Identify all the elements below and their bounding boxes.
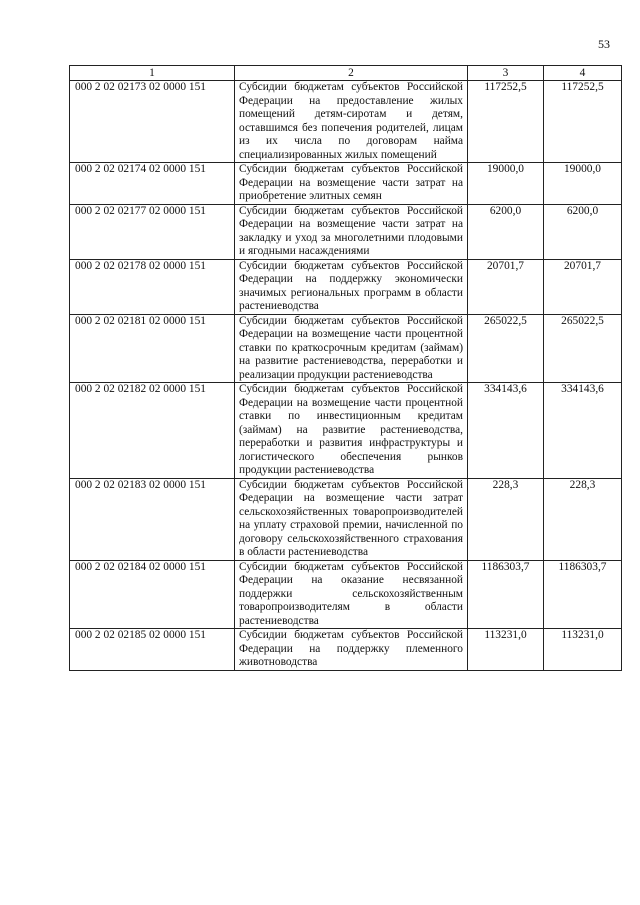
table-row [70, 81, 622, 163]
budget-table [69, 65, 622, 671]
row-value-3: 334143,6 [468, 383, 544, 479]
table-row [70, 560, 622, 629]
row-value-4: 19000,0 [544, 163, 622, 205]
table-row [70, 383, 622, 479]
row-description: Субсидии бюджетам субъектов Российской Федерации на возмещение части процентной ставки по инвестиционным кредитам (займам) на развитие растениеводства, переработки и развития инфраструктуры и логистического обеспечения рынков продукции растениеводства [235, 383, 468, 479]
row-description: Субсидии бюджетам субъектов Российской Федерации на возмещение части затрат на приобретение элитных семян [235, 163, 468, 205]
table-row [70, 204, 622, 259]
row-value-3: 6200,0 [468, 204, 544, 259]
row-value-3: 117252,5 [468, 81, 544, 163]
row-code: 000 2 02 02177 02 0000 151 [70, 204, 235, 259]
row-code: 000 2 02 02173 02 0000 151 [70, 81, 235, 163]
row-description: Субсидии бюджетам субъектов Российской Федерации на возмещение части затрат на закладку и уход за многолетними плодовыми и ягодными насаждениями [235, 204, 468, 259]
table-row [70, 629, 622, 671]
row-value-3: 228,3 [468, 478, 544, 560]
row-code: 000 2 02 02178 02 0000 151 [70, 259, 235, 314]
row-description: Субсидии бюджетам субъектов Российской Федерации на оказание несвязанной поддержки сельскохозяйственным товаропроизводителям в области растениеводства [235, 560, 468, 629]
row-value-4: 113231,0 [544, 629, 622, 671]
row-description: Субсидии бюджетам субъектов Российской Федерации на возмещение части затрат сельскохозяйственных товаропроизводителей на уплату страховой премии, начисленной по договору сельскохозяйственного страхования в области растениеводства [235, 478, 468, 560]
table-row [70, 163, 622, 205]
row-value-4: 334143,6 [544, 383, 622, 479]
table-row [70, 478, 622, 560]
row-value-4: 1186303,7 [544, 560, 622, 629]
row-code: 000 2 02 02184 02 0000 151 [70, 560, 235, 629]
row-value-3: 20701,7 [468, 259, 544, 314]
row-code: 000 2 02 02181 02 0000 151 [70, 314, 235, 383]
row-code: 000 2 02 02185 02 0000 151 [70, 629, 235, 671]
row-description: Субсидии бюджетам субъектов Российской Федерации на возмещение части процентной ставки по краткосрочным кредитам (займам) на развитие растениеводства, переработки и реализации продукции растениеводства [235, 314, 468, 383]
row-value-4: 117252,5 [544, 81, 622, 163]
row-description: Субсидии бюджетам субъектов Российской Федерации на поддержку племенного животноводства [235, 629, 468, 671]
row-value-3: 265022,5 [468, 314, 544, 383]
row-value-4: 6200,0 [544, 204, 622, 259]
row-value-4: 228,3 [544, 478, 622, 560]
table-header-row [70, 66, 622, 81]
page-number: 53 [598, 37, 610, 51]
column-header-1: 1 [70, 66, 235, 81]
row-value-3: 113231,0 [468, 629, 544, 671]
row-description: Субсидии бюджетам субъектов Российской Федерации на предоставление жилых помещений детям-сиротам и детям, оставшимся без попечения родителей, лицам из их числа по договорам найма специализированных жилых помещений [235, 81, 468, 163]
row-code: 000 2 02 02182 02 0000 151 [70, 383, 235, 479]
table-row [70, 259, 622, 314]
row-value-4: 265022,5 [544, 314, 622, 383]
table-row [70, 314, 622, 383]
column-header-4: 4 [544, 66, 622, 81]
column-header-2: 2 [235, 66, 468, 81]
row-value-3: 19000,0 [468, 163, 544, 205]
row-code: 000 2 02 02174 02 0000 151 [70, 163, 235, 205]
row-description: Субсидии бюджетам субъектов Российской Федерации на поддержку экономически значимых региональных программ в области растениеводства [235, 259, 468, 314]
row-value-3: 1186303,7 [468, 560, 544, 629]
column-header-3: 3 [468, 66, 544, 81]
row-code: 000 2 02 02183 02 0000 151 [70, 478, 235, 560]
row-value-4: 20701,7 [544, 259, 622, 314]
